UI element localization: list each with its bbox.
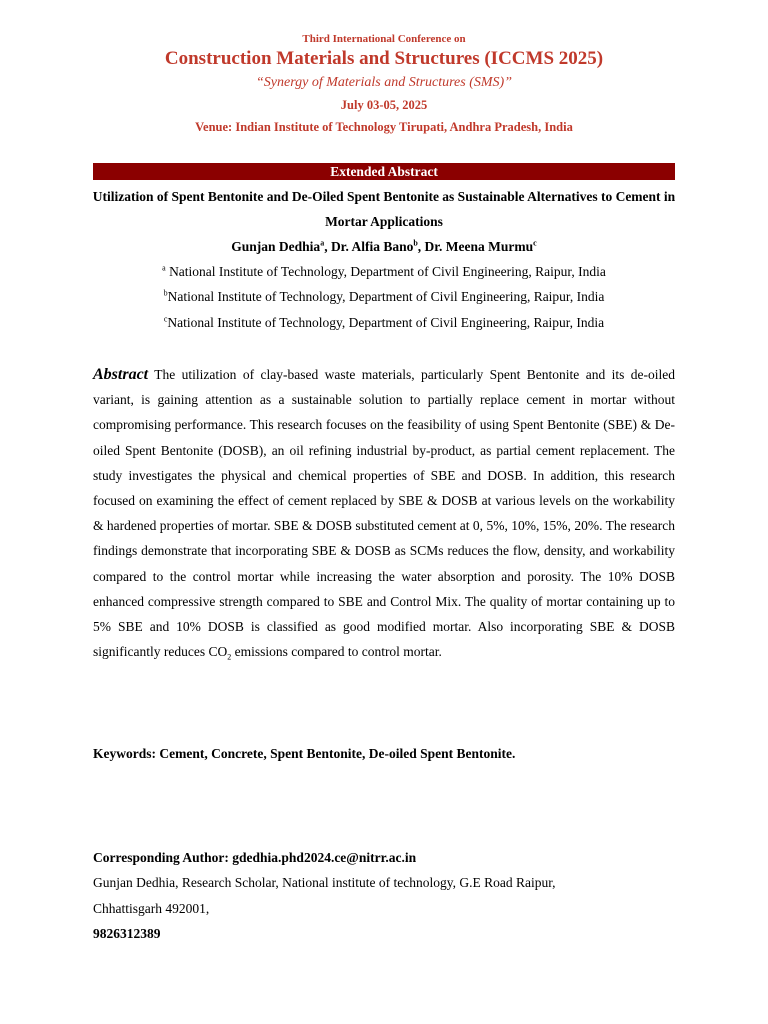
conference-theme: “Synergy of Materials and Structures (SMS)” — [256, 75, 512, 90]
affiliation-text: National Institute of Technology, Department of Civil Engineering, Raipur, India — [167, 289, 605, 304]
abstract-text-end: emissions compared to control mortar. — [231, 644, 442, 660]
keywords: Keywords: Cement, Concrete, Spent Bentonite, De-oiled Spent Bentonite. — [93, 746, 516, 761]
affiliation-line — [0, 284, 768, 309]
abstract-label: Abstract — [93, 366, 149, 383]
affiliation-mark: c — [163, 314, 168, 324]
address-line: Chhattisgarh 492001, — [93, 900, 210, 916]
author-separator: , — [324, 239, 331, 254]
corresponding-author-block — [93, 845, 675, 946]
phone-number: 9826312389 — [93, 925, 161, 941]
author-name: Dr. Alfia Bano — [330, 239, 414, 254]
affiliation-mark: b — [163, 288, 168, 298]
conference-dates: July 03-05, 2025 — [340, 98, 428, 112]
conference-title: Construction Materials and Structures (ICCMS 2025) — [164, 48, 604, 69]
author-affiliation-mark: b — [413, 238, 418, 248]
corresponding-author-label: Corresponding Author: gdedhia.phd2024.ce@nitrr.ac.in — [93, 850, 417, 865]
author-name: Dr. Meena Murmu — [424, 239, 534, 254]
abstract-text: The utilization of clay-based waste materials, particularly Spent Bentonite and its de-oiled variant, is gaining attention as a sustainable solution to partially replace cement in mortar without compromising performance. This research focuses on the feasibility of using Spent Bentonite (SBE) & De-oiled Spent Bentonite (DOSB), an oil refining industrial by-product, as partial cement replacement. The study investigates the physical and chemical properties of SBE and DOSB. In addition, this research focused on examining the effect of cement replaced by SBE & DOSB at various levels on the workability & hardened properties of mortar. SBE & DOSB substituted cement at 0, 5%, 10%, 15%, 20%. The research findings demonstrate that incorporating SBE & DOSB as SCMs reduces the flow, density, and workability compared to the control mortar while increasing the water absorption and porosity. The 10% DOSB enhanced compressive strength compared to SBE and Control Mix. The quality of mortar containing up to 5% SBE and 10% DOSB is classified as good modified mortar. Also incorporating SBE & DOSB significantly reduces CO — [93, 367, 675, 660]
co2-subscript: 2 — [227, 652, 232, 662]
author-list — [0, 234, 768, 259]
affiliation-text: National Institute of Technology, Department of Civil Engineering, Raipur, India — [167, 315, 605, 330]
author-name: Gunjan Dedhia — [231, 239, 321, 254]
author-affiliation-mark: a — [320, 238, 325, 248]
address-line: Gunjan Dedhia, Research Scholar, National institute of technology, G.E Road Raipur, — [93, 875, 556, 891]
affiliation-line — [0, 259, 768, 284]
author-separator: , — [417, 239, 425, 254]
affiliation-line — [0, 310, 768, 335]
affiliation-text: National Institute of Technology, Department of Civil Engineering, Raipur, India — [165, 264, 606, 279]
abstract-paragraph — [93, 362, 675, 664]
conference-venue: Venue: Indian Institute of Technology Tirupati, Andhra Pradesh, India — [195, 120, 573, 134]
affiliation-mark: a — [162, 263, 166, 273]
paper-title: Utilization of Spent Bentonite and De-Oiled Spent Bentonite as Sustainable Alternatives to Cement in Mortar Applications — [92, 189, 676, 229]
extended-abstract-banner: Extended Abstract — [93, 163, 675, 180]
conference-intro: Third International Conference on — [302, 33, 466, 45]
author-affiliation-mark: c — [533, 238, 537, 248]
